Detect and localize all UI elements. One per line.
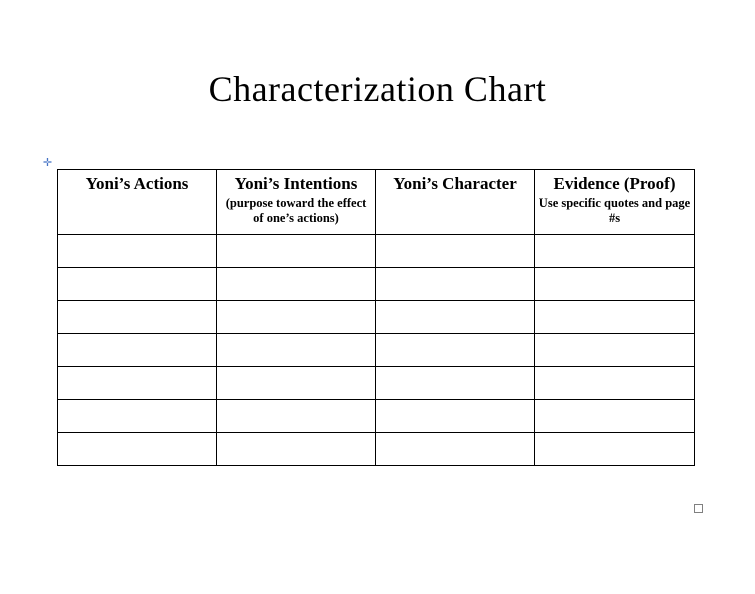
table-cell[interactable] [217,400,376,433]
table-cell[interactable] [58,235,217,268]
table-move-handle-icon[interactable]: ✛ [42,157,53,169]
table-cell[interactable] [535,268,695,301]
table-cell[interactable] [217,301,376,334]
table-cell[interactable] [376,235,535,268]
table-cell[interactable] [376,268,535,301]
column-header-yonis-character [376,170,535,235]
column-header-yonis-actions [58,170,217,235]
table-cell[interactable] [58,268,217,301]
table-resize-handle[interactable] [694,504,703,513]
column-header-evidence-proof [535,170,695,235]
table-cell[interactable] [376,301,535,334]
table-cell[interactable] [535,400,695,433]
table-cell[interactable] [376,367,535,400]
table-cell[interactable] [217,433,376,466]
table-row [58,400,695,433]
column-header-label: Yoni’s Actions [85,174,189,193]
table-cell[interactable] [535,235,695,268]
column-header-label: Yoni’s Character [393,174,517,193]
table-cell[interactable] [535,301,695,334]
table-cell[interactable] [535,334,695,367]
table-row [58,301,695,334]
table-cell[interactable] [217,334,376,367]
table-cell[interactable] [535,367,695,400]
table-row [58,334,695,367]
column-header-sublabel: Use specific quotes and page #s [538,196,691,226]
column-header-yonis-intentions [217,170,376,235]
column-header-label: Yoni’s Intentions [234,174,358,193]
table-cell[interactable] [376,334,535,367]
table-row [58,433,695,466]
page-title: Characterization Chart [208,69,547,110]
column-header-label: Evidence (Proof) [553,174,676,193]
table-cell[interactable] [376,400,535,433]
table-row [58,235,695,268]
table-cell[interactable] [217,268,376,301]
table-cell[interactable] [58,433,217,466]
table-cell[interactable] [535,433,695,466]
table-cell[interactable] [58,301,217,334]
table-row [58,367,695,400]
table-cell[interactable] [376,433,535,466]
table-cell[interactable] [217,367,376,400]
table-header-row [58,170,695,235]
table-cell[interactable] [217,235,376,268]
table-cell[interactable] [58,367,217,400]
table-cell[interactable] [58,400,217,433]
characterization-chart-table [57,169,695,466]
table-row [58,268,695,301]
column-header-sublabel: (purpose toward the effect of one’s actions) [225,196,367,226]
table-cell[interactable] [58,334,217,367]
